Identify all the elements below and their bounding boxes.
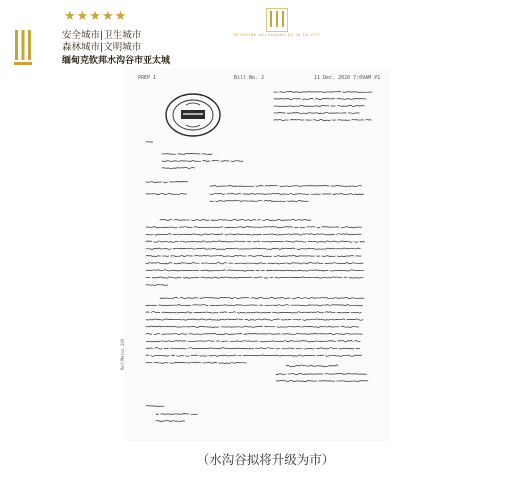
script-line	[276, 380, 368, 381]
script-line	[162, 167, 195, 168]
script-line	[146, 319, 363, 321]
script-line	[146, 277, 363, 278]
script-line	[274, 105, 366, 106]
script-line	[146, 305, 363, 306]
scanned-letter	[120, 70, 388, 440]
center-logo-subtitle: MYITKYINA WAI SHAUNG KU YA TAI CITY	[233, 33, 321, 37]
script-line	[146, 255, 363, 257]
script-line	[146, 326, 361, 327]
script-line	[146, 285, 168, 286]
brand-logo-left	[14, 8, 174, 70]
letter-body-text	[126, 70, 388, 440]
script-line	[274, 98, 366, 99]
script-line	[146, 355, 362, 356]
script-line	[146, 405, 164, 406]
script-line	[146, 348, 362, 350]
letter-header-right: 11 Dec. 2020 7:09AM P1	[314, 75, 381, 81]
tagline-line-2: 森林城市|文明城市	[62, 42, 142, 53]
image-caption: （水沟谷拟将升级为市）	[196, 452, 335, 467]
script-line	[286, 365, 338, 367]
letter-header-left: PREP 1	[138, 75, 157, 81]
script-line	[146, 193, 187, 194]
script-line	[146, 340, 360, 341]
script-line	[274, 119, 373, 120]
script-line	[146, 226, 364, 227]
script-line	[146, 312, 361, 314]
city-emblem-center-icon	[266, 8, 288, 32]
tagline-line-3: 缅甸克钦邦水沟谷市亚太城	[62, 56, 171, 66]
script-line	[146, 270, 363, 271]
script-line	[160, 297, 364, 298]
tagline-line-1: 安全城市|卫生城市	[62, 30, 142, 41]
script-line	[276, 373, 367, 374]
script-line	[274, 112, 361, 113]
rating-stars: ★★★★★	[64, 9, 128, 24]
script-line	[210, 200, 310, 202]
city-emblem-icon	[14, 30, 32, 68]
script-line	[146, 181, 188, 182]
script-line	[146, 248, 362, 249]
script-line	[162, 153, 214, 154]
script-line	[146, 262, 363, 264]
script-line	[160, 219, 313, 220]
script-line	[162, 160, 245, 161]
script-line	[146, 362, 246, 364]
script-line	[274, 91, 372, 92]
script-line	[146, 333, 362, 335]
script-line	[210, 185, 362, 186]
script-line	[156, 413, 197, 414]
script-line	[156, 420, 185, 421]
script-line	[146, 241, 364, 242]
brand-logo-center	[232, 8, 322, 48]
letter-header-mid: Bill No. 2	[234, 75, 265, 81]
script-line	[210, 193, 364, 194]
script-line	[146, 234, 361, 235]
letter-side-stamp: Ref/Meiss 200	[120, 338, 125, 370]
